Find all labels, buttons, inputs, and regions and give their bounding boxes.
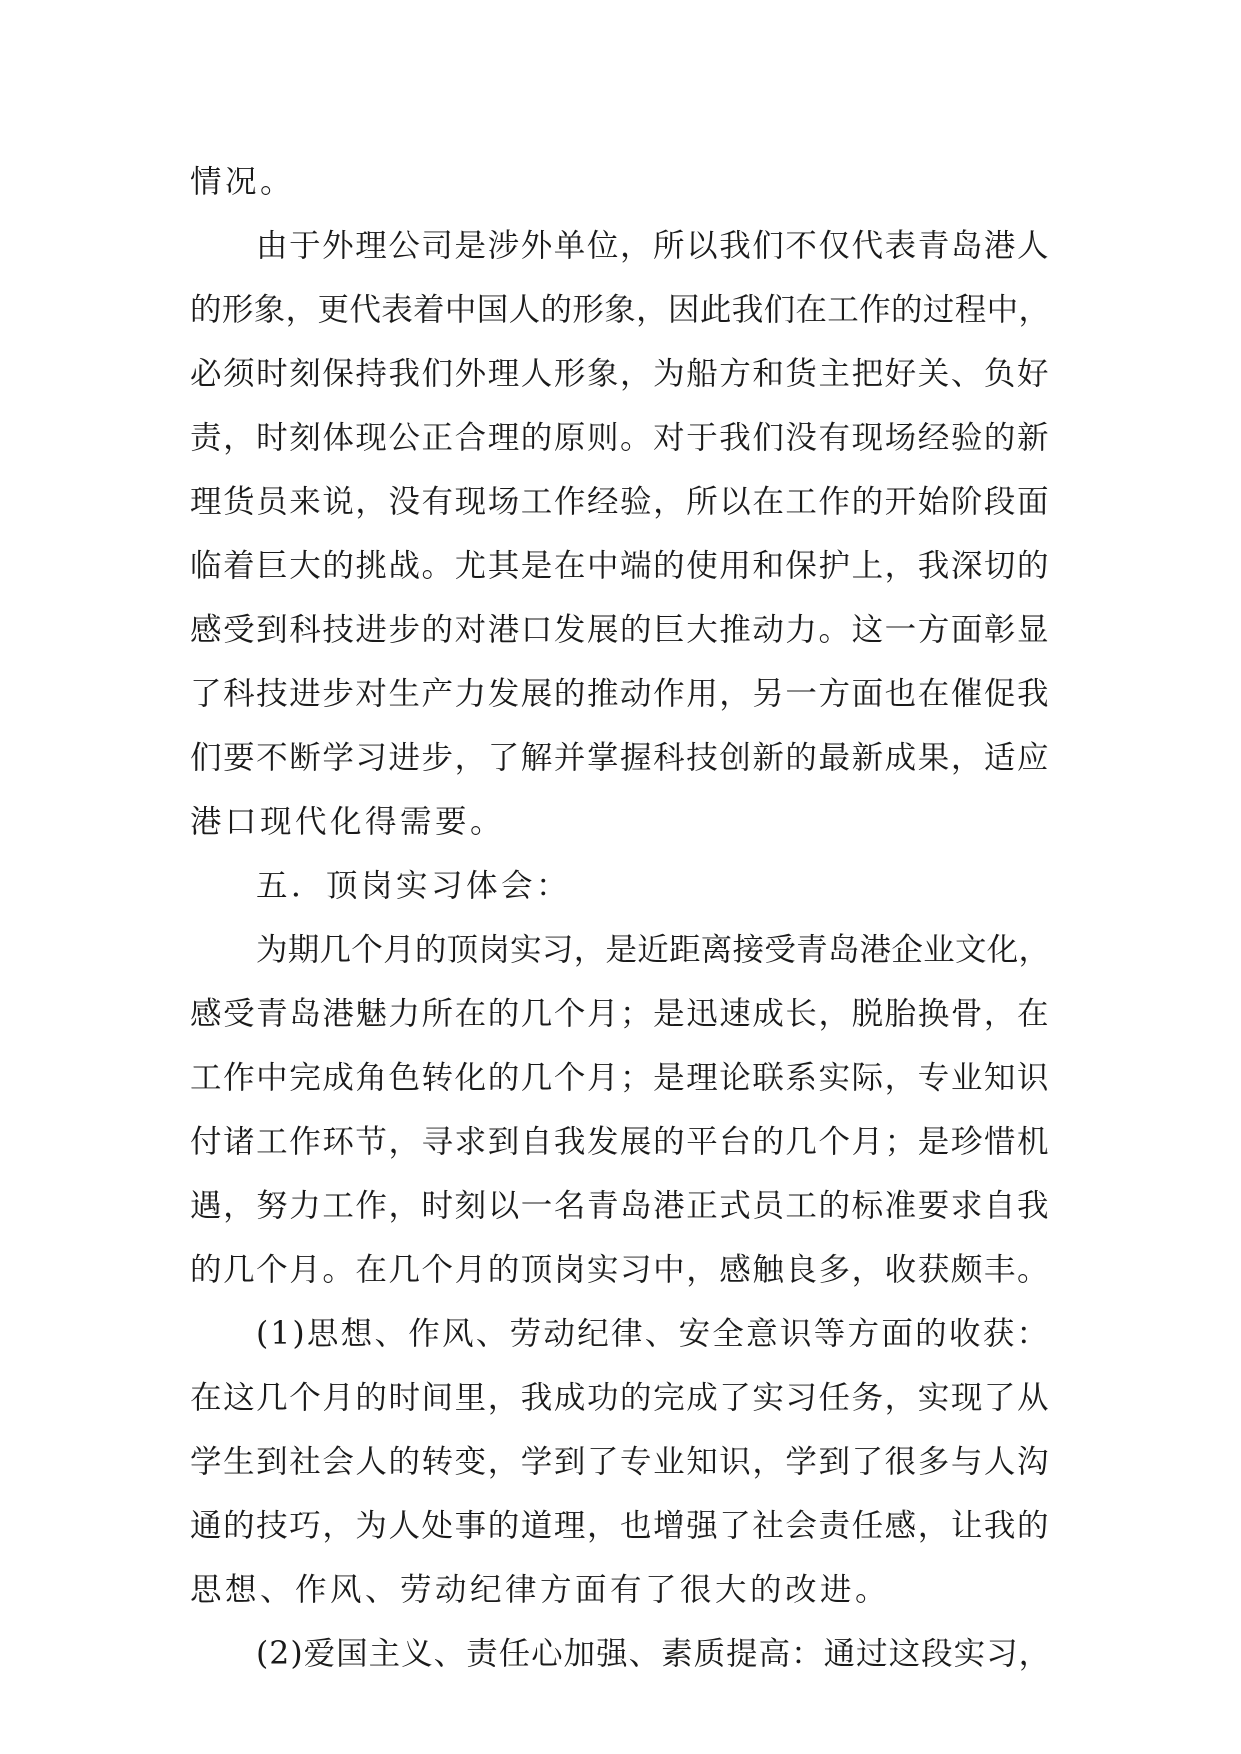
text-line: 们要不断学习进步，了解并掌握科技创新的最新成果，适应	[190, 740, 1050, 776]
text-line: 必须时刻保持我们外理人形象，为船方和货主把好关、负好	[190, 356, 1050, 392]
text-line: 了科技进步对生产力发展的推动作用，另一方面也在催促我	[190, 676, 1050, 712]
text-line: 付诸工作环节，寻求到自我发展的平台的几个月；是珍惜机	[190, 1124, 1050, 1160]
text-line: 遇，努力工作，时刻以一名青岛港正式员工的标准要求自我	[190, 1188, 1050, 1224]
text-line: 感受到科技进步的对港口发展的巨大推动力。这一方面彰显	[190, 612, 1050, 648]
text-line: 港口现代化得需要。	[190, 804, 506, 840]
text-line: 在这几个月的时间里，我成功的完成了实习任务，实现了从	[190, 1380, 1050, 1416]
text-line: 的几个月。在几个月的顶岗实习中，感触良多，收获颇丰。	[190, 1252, 1050, 1288]
text-line: 工作中完成角色转化的几个月；是理论联系实际，专业知识	[190, 1060, 1050, 1096]
text-line: 感受青岛港魅力所在的几个月；是迅速成长，脱胎换骨，在	[190, 996, 1050, 1032]
text-line: 的形象，更代表着中国人的形象，因此我们在工作的过程中，	[190, 292, 1050, 328]
text-line: (1)思想、作风、劳动纪律、安全意识等方面的收获：	[256, 1316, 1050, 1352]
text-line: 由于外理公司是涉外单位，所以我们不仅代表青岛港人	[256, 228, 1050, 264]
text-line: 责，时刻体现公正合理的原则。对于我们没有现场经验的新	[190, 420, 1050, 456]
text-line: 通的技巧，为人处事的道理，也增强了社会责任感，让我的	[190, 1508, 1050, 1544]
text-line: 为期几个月的顶岗实习，是近距离接受青岛港企业文化，	[256, 932, 1050, 968]
text-line: (2)爱国主义、责任心加强、素质提高：通过这段实习，	[256, 1636, 1052, 1672]
text-line: 理货员来说，没有现场工作经验，所以在工作的开始阶段面	[190, 484, 1050, 520]
text-line: 临着巨大的挑战。尤其是在中端的使用和保护上，我深切的	[190, 548, 1050, 584]
text-line: 五．顶岗实习体会：	[256, 868, 572, 904]
text-line: 学生到社会人的转变，学到了专业知识，学到了很多与人沟	[190, 1444, 1050, 1480]
text-line: 情况。	[190, 164, 296, 200]
document-body	[190, 150, 1050, 1686]
text-line: 思想、作风、劳动纪律方面有了很大的改进。	[190, 1572, 891, 1608]
